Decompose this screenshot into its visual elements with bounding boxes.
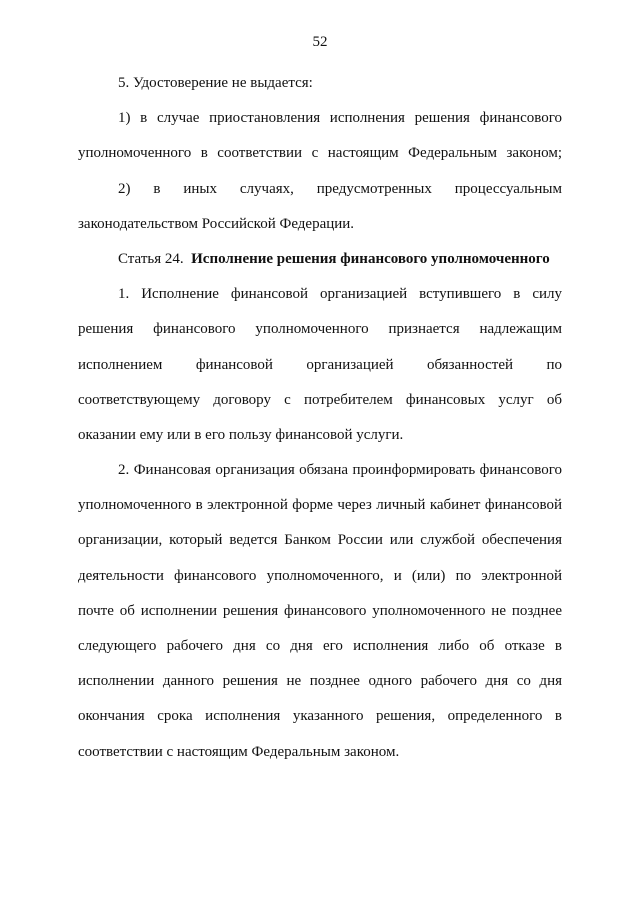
paragraph-line: уполномоченного в электронной форме через личный кабинет финансовой <box>78 497 562 514</box>
page-number: 52 <box>312 34 328 50</box>
paragraph-line: 2) в иных случаях, предусмотренных процессуальным <box>118 180 562 197</box>
paragraph-line: 1) в случае приостановления исполнения решения финансового <box>118 110 562 127</box>
paragraph-line: организации, который ведется Банком России или службой обеспечения <box>78 532 562 549</box>
paragraph-line: следующего рабочего дня со дня его исполнения либо об отказе в <box>78 638 562 654</box>
article-label: Статья 24. <box>118 250 184 267</box>
article-heading <box>78 242 562 277</box>
paragraph-line: деятельности финансового уполномоченного, и (или) по электронной <box>78 567 562 584</box>
paragraph-line: 2. Финансовая организация обязана проинформировать финансового <box>118 462 562 479</box>
paragraph-line: исполнении данного решения не позднее одного рабочего дня со дня <box>78 673 562 690</box>
paragraph-line: исполнением финансовой организацией обязанностей по <box>78 356 562 373</box>
document-body <box>78 66 562 770</box>
paragraph-line: законодательством Российской Федерации. <box>78 215 355 232</box>
paragraph-line: 5. Удостоверение не выдается: <box>118 75 313 91</box>
paragraph-line: соответствии с настоящим Федеральным законом. <box>78 743 400 760</box>
paragraph-line: соответствующему договору с потребителем финансовых услуг об <box>78 391 562 408</box>
paragraph-line: окончания срока исполнения указанного решения, определенного в <box>78 708 562 725</box>
paragraph-line: 1. Исполнение финансовой организацией вступившего в силу <box>118 286 562 303</box>
article-title: Исполнение решения финансового уполномоченного <box>191 250 550 267</box>
paragraph-line: оказании ему или в его пользу финансовой услуги. <box>78 426 404 443</box>
paragraph-line: решения финансового уполномоченного признается надлежащим <box>78 321 562 338</box>
paragraph-line: уполномоченного в соответствии с настоящим Федеральным законом; <box>78 145 562 162</box>
paragraph-line: почте об исполнении решения финансового уполномоченного не позднее <box>78 602 562 619</box>
